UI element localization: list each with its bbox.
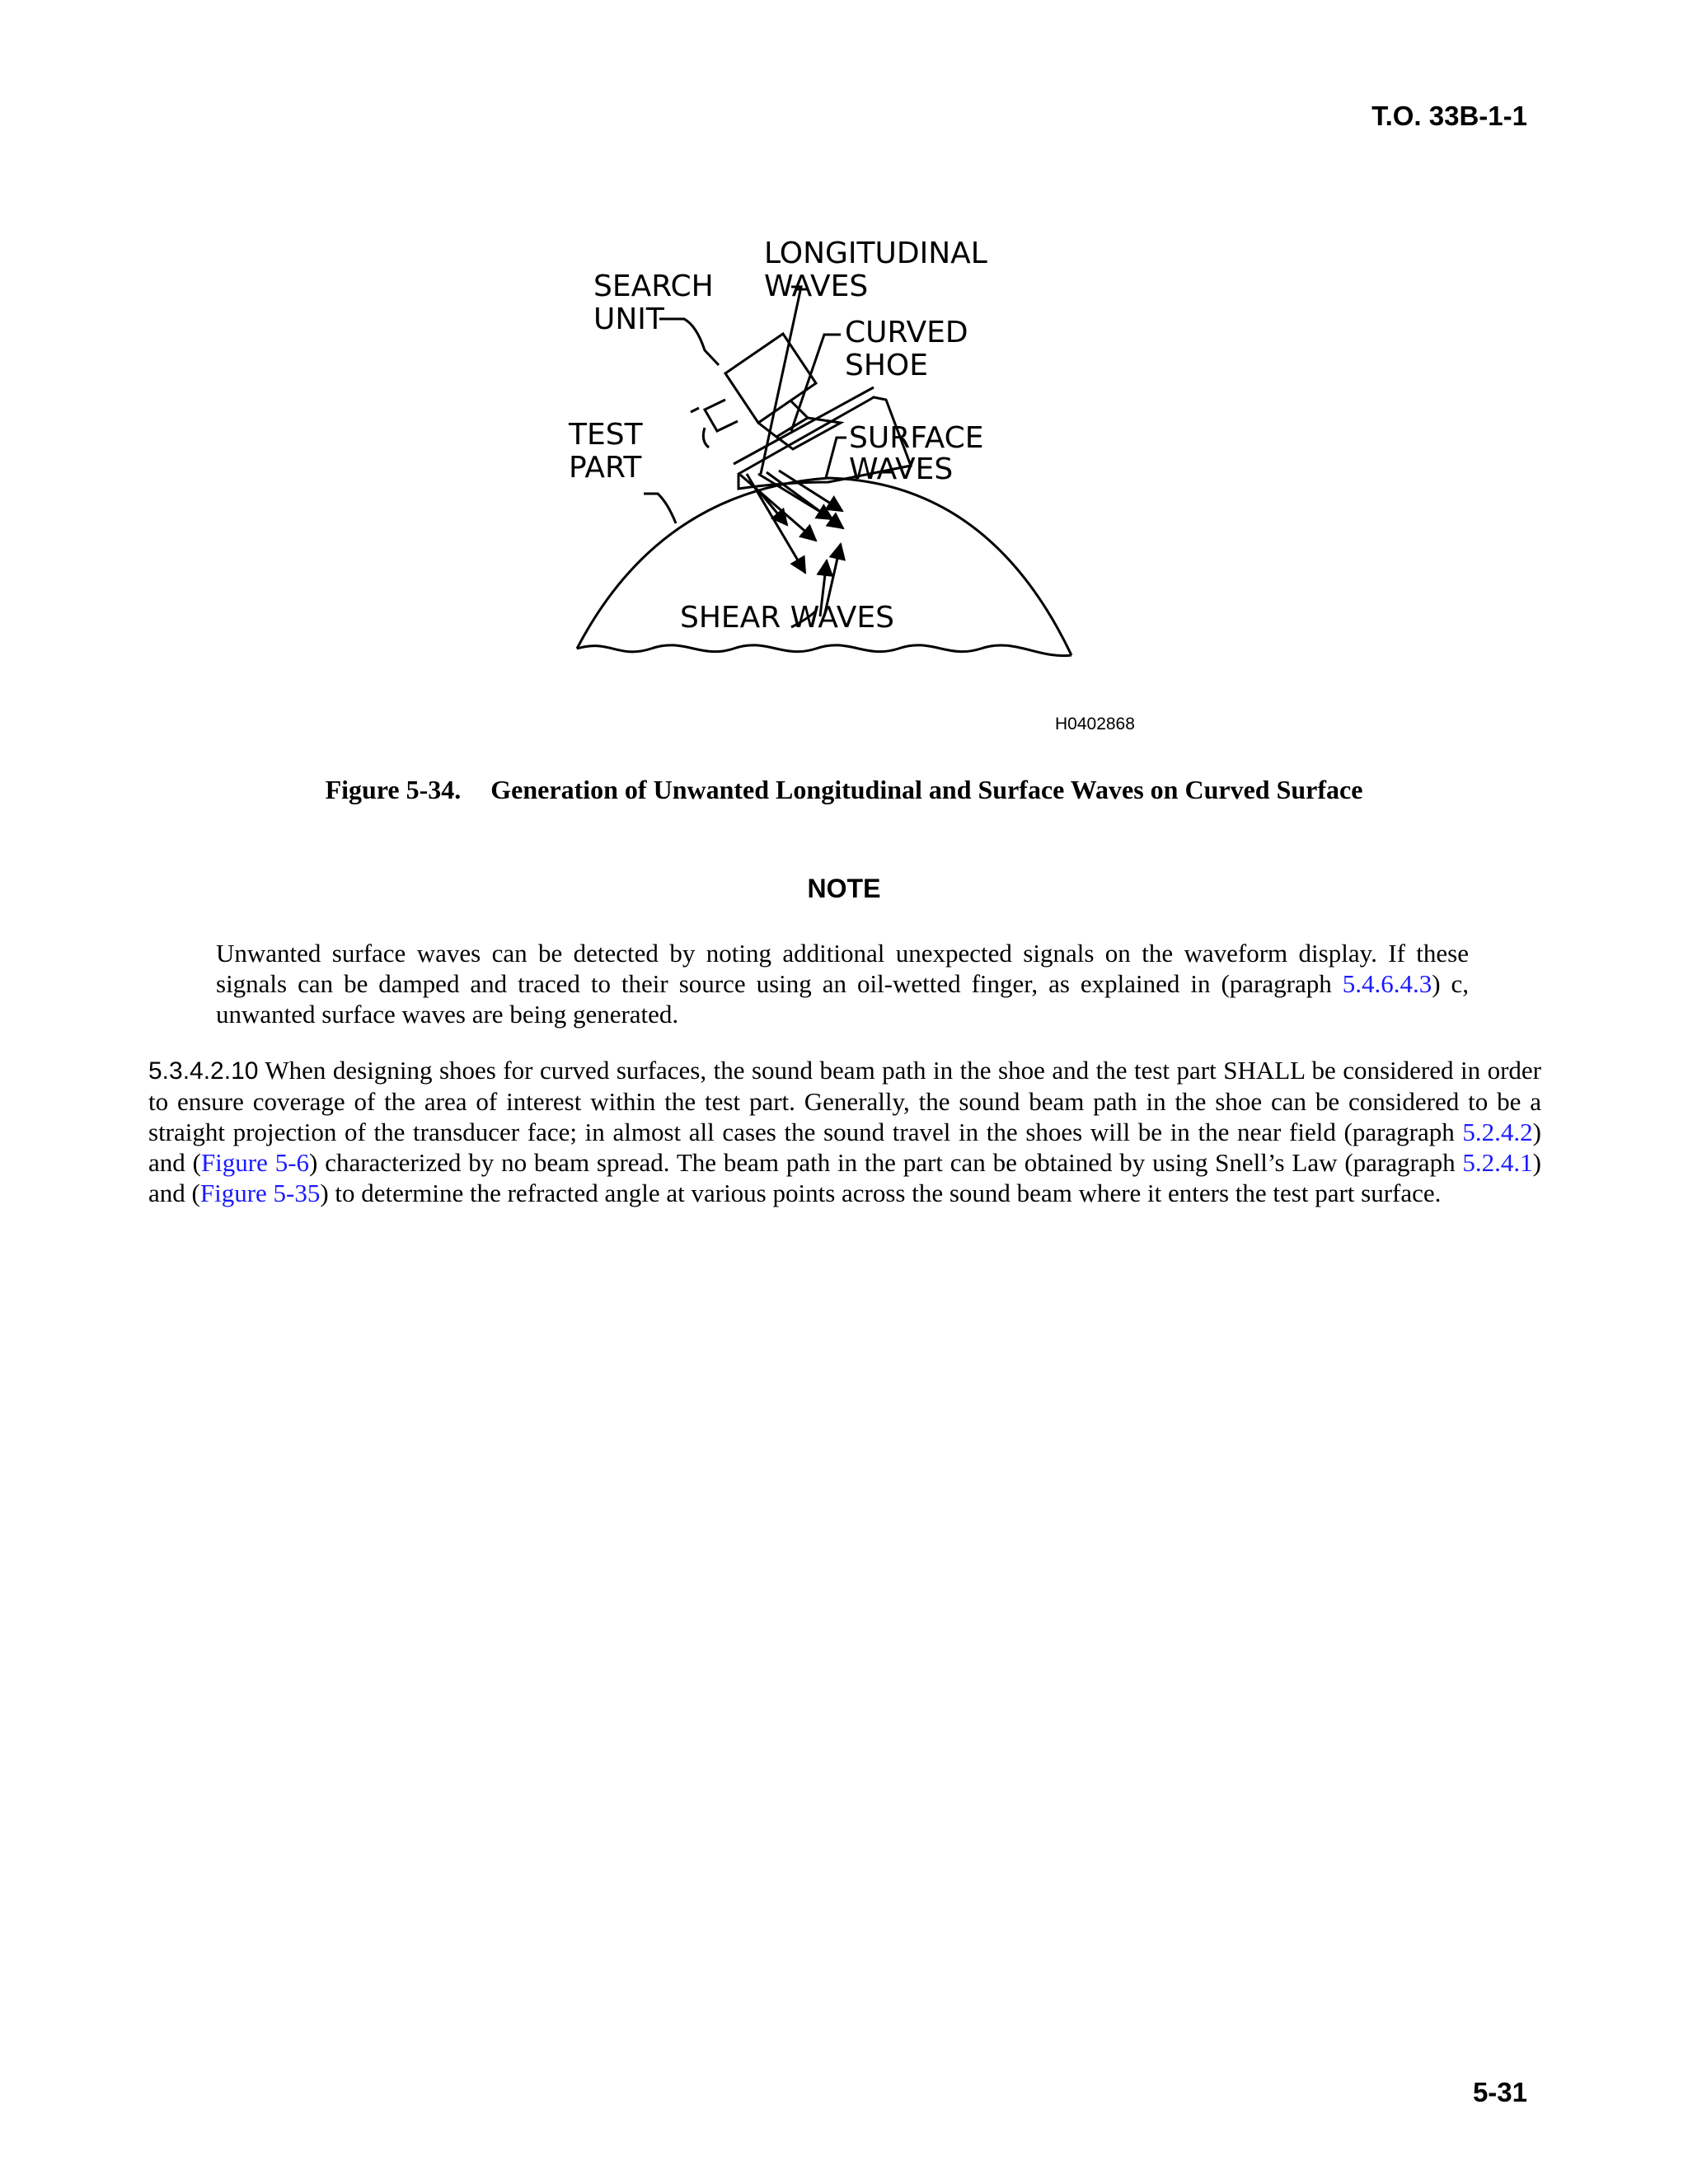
paragraph-text: ) to determine the refracted angle at various points across the sound beam where it enters the test part surface. xyxy=(320,1179,1442,1207)
paragraph-text: When designing shoes for curved surfaces, the sound beam path in the shoe and the test part SHALL be considered in order to ensure coverage of the area of interest within the test part. Generally, the sound beam path in the shoe can be considered to be a straight projection of the transducer face; in almost all cases the sound travel in the shoes will be in the near field (paragraph xyxy=(148,1056,1541,1146)
link-figure-5-6[interactable]: Figure 5-6 xyxy=(200,1148,310,1177)
figure-id: H0402868 xyxy=(1055,715,1135,733)
test-part-wavy-base xyxy=(577,645,1071,656)
label-curved: CURVED xyxy=(845,316,968,349)
paragraph-text: ) and ( xyxy=(148,1148,1541,1207)
search-unit-body xyxy=(725,334,816,423)
link-paragraph-5-4-6-4-3[interactable]: 5.4.6.4.3 xyxy=(1342,969,1432,998)
document-code: T.O. 33B-1-1 xyxy=(1372,101,1527,131)
note-text-end: ) c, unwanted surface waves are being generated. xyxy=(216,969,1469,1029)
label-longitudinal: LONGITUDINAL xyxy=(764,237,987,270)
wave-diagram xyxy=(560,227,1154,746)
label-shear-waves: SHEAR WAVES xyxy=(680,601,894,635)
paragraph-number: 5.3.4.2.10 xyxy=(148,1057,259,1085)
label-curved-shoe: SHOE xyxy=(845,349,929,382)
label-test-part: PART xyxy=(569,451,642,485)
label-test: TEST xyxy=(569,418,643,452)
link-paragraph-5-2-4-2[interactable]: 5.2.4.2 xyxy=(1462,1118,1533,1146)
paragraph-text: ) characterized by no beam spread. The beam path in the part can be obtained by using Snell’s Law (paragraph xyxy=(309,1148,1463,1177)
label-search-unit: UNIT xyxy=(593,302,664,336)
figure-curved-surface-diagram xyxy=(560,227,1154,746)
link-paragraph-5-2-4-1[interactable]: 5.2.4.1 xyxy=(1462,1148,1533,1177)
figure-caption-number: Figure 5-34. xyxy=(325,775,462,804)
figure-caption xyxy=(0,775,1688,805)
label-surface: SURFACE xyxy=(849,421,984,455)
label-longitudinal-waves: WAVES xyxy=(764,269,869,303)
label-search: SEARCH xyxy=(593,269,714,303)
note-heading: NOTE xyxy=(807,874,881,903)
note-text: Unwanted surface waves can be detected by noting additional unexpected signals on the waveform display. If these signals can be damped and traced to their source using an oil-wetted finger, as explained in (paragraph xyxy=(216,939,1469,998)
paragraph-5-3-4-2-10 xyxy=(148,1055,1541,1208)
search-unit-connector xyxy=(705,400,738,431)
note-body xyxy=(216,938,1469,1029)
figure-caption-title: Generation of Unwanted Longitudinal and Surface Waves on Curved Surface xyxy=(490,775,1363,804)
paragraph-text: ) and ( xyxy=(148,1118,1541,1177)
page-number: 5-31 xyxy=(1472,2077,1527,2107)
label-surface-waves: WAVES xyxy=(849,452,954,486)
link-figure-5-35[interactable]: Figure 5-35 xyxy=(199,1179,321,1207)
